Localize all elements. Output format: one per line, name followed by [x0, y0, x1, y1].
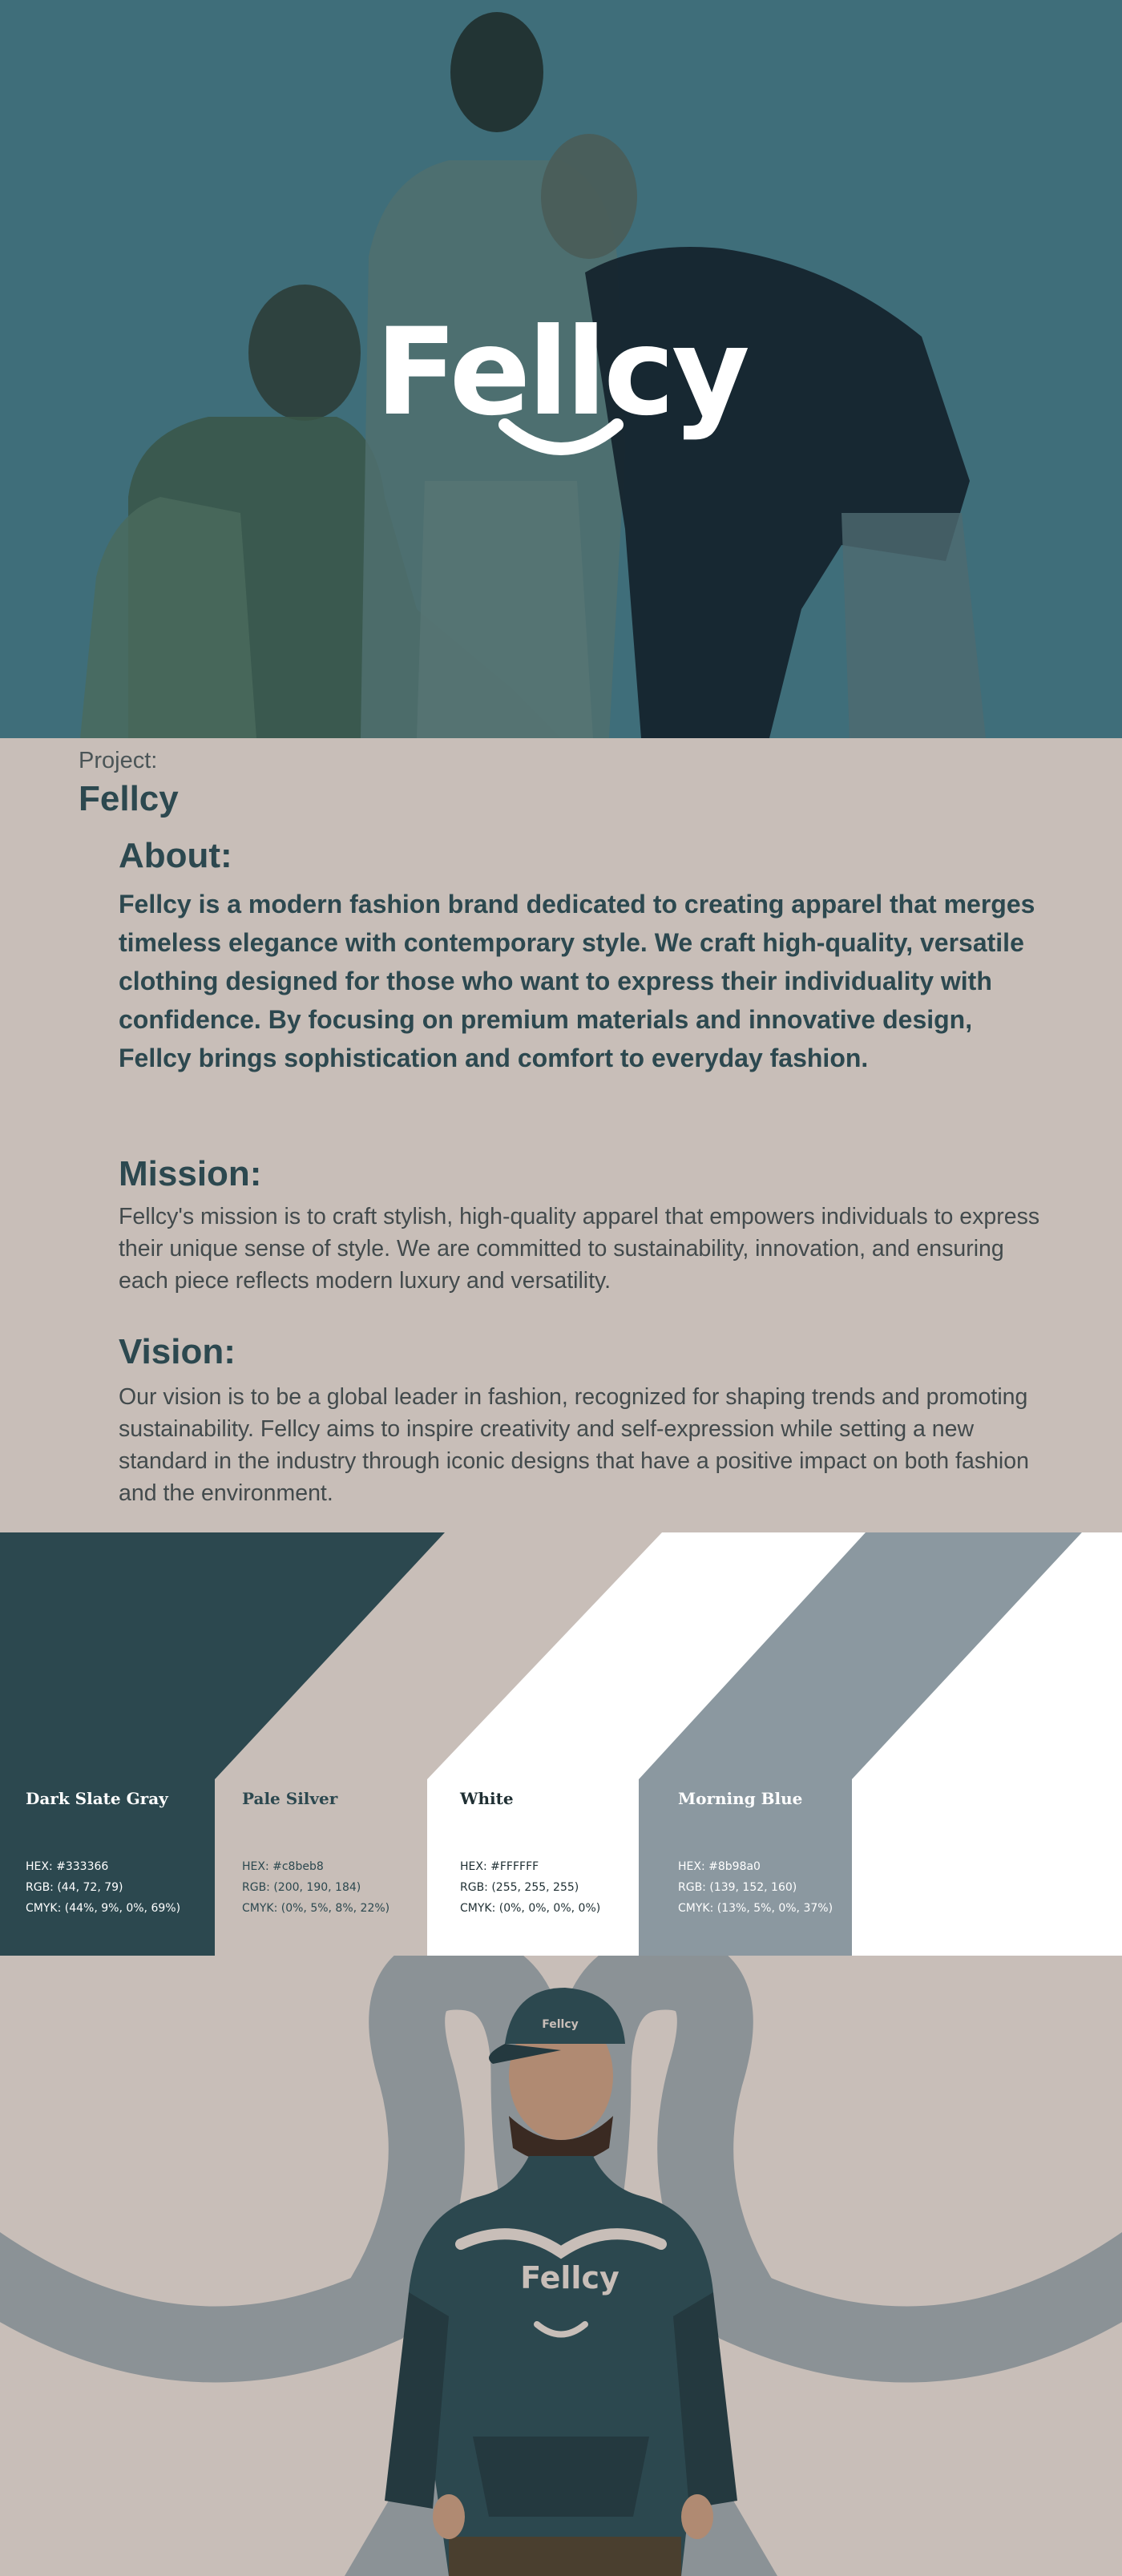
swatch-hex: HEX: #c8beb8	[242, 1860, 324, 1873]
swatch-name: White	[460, 1789, 514, 1808]
swatch-dark-slate-gray	[26, 1789, 180, 1919]
vision-text: Our vision is to be a global leader in fashion, recognized for shaping trends and promoting sustainability. Fellcy aims to inspire creativity and self-expression while setting a new standard in the industry through iconic designs that have a positive impact on both fashion and the environment.	[119, 1384, 1029, 1506]
swatch-name: Morning Blue	[678, 1789, 803, 1808]
smile-icon	[497, 417, 625, 465]
swatch-name: Dark Slate Gray	[26, 1789, 168, 1808]
swatch-hex: HEX: #FFFFFF	[460, 1860, 539, 1873]
swatch-cmyk: CMYK: (44%, 9%, 0%, 69%)	[26, 1902, 181, 1915]
swatch-cmyk: CMYK: (0%, 0%, 0%, 0%)	[460, 1902, 601, 1915]
swatch-hex: HEX: #8b98a0	[678, 1860, 761, 1873]
hero-banner	[0, 0, 1122, 738]
swatch-rgb: RGB: (139, 152, 160)	[678, 1881, 797, 1894]
brand-logo	[361, 303, 761, 457]
swatch-pale-silver	[242, 1789, 389, 1919]
swatch-name: Pale Silver	[242, 1789, 338, 1808]
logo-wordmark: Fellcy	[375, 303, 747, 442]
swatch-rgb: RGB: (44, 72, 79)	[26, 1881, 123, 1894]
swatch-rgb: RGB: (255, 255, 255)	[460, 1881, 579, 1894]
vision-heading: Vision:	[119, 1332, 236, 1371]
about-heading: About:	[119, 836, 232, 875]
project-label: Project:	[79, 748, 158, 773]
swatch-white	[460, 1789, 600, 1919]
swatch-morning-blue	[678, 1789, 833, 1919]
color-palette	[0, 1532, 1122, 1956]
hoodie-logo-text: Fellcy	[520, 2260, 620, 2295]
swatch-rgb: RGB: (200, 190, 184)	[242, 1881, 361, 1894]
mission-heading: Mission:	[119, 1154, 262, 1193]
swatch-hex: HEX: #333366	[26, 1860, 109, 1873]
swatch-cmyk: CMYK: (0%, 5%, 8%, 22%)	[242, 1902, 390, 1915]
hoodie-mockup	[0, 1956, 1122, 2576]
mission-text: Fellcy's mission is to craft stylish, high-quality apparel that empowers individuals to express their unique sense of style. We are committed to sustainability, innovation, and ensuring each piece reflects modern luxury and versatility.	[119, 1204, 1040, 1294]
about-text: Fellcy is a modern fashion brand dedicated to creating apparel that merges timeless elegance with contemporary style. We craft high-quality, versatile clothing designed for those who want to express their individuality with confidence. By focusing on premium materials and innovative design, Fellcy brings sophistication and comfort to everyday fashion.	[119, 890, 1035, 1072]
project-name: Fellcy	[79, 779, 179, 818]
swatch-cmyk: CMYK: (13%, 5%, 0%, 37%)	[678, 1902, 833, 1915]
cap-logo-text: Fellcy	[542, 2018, 579, 2031]
